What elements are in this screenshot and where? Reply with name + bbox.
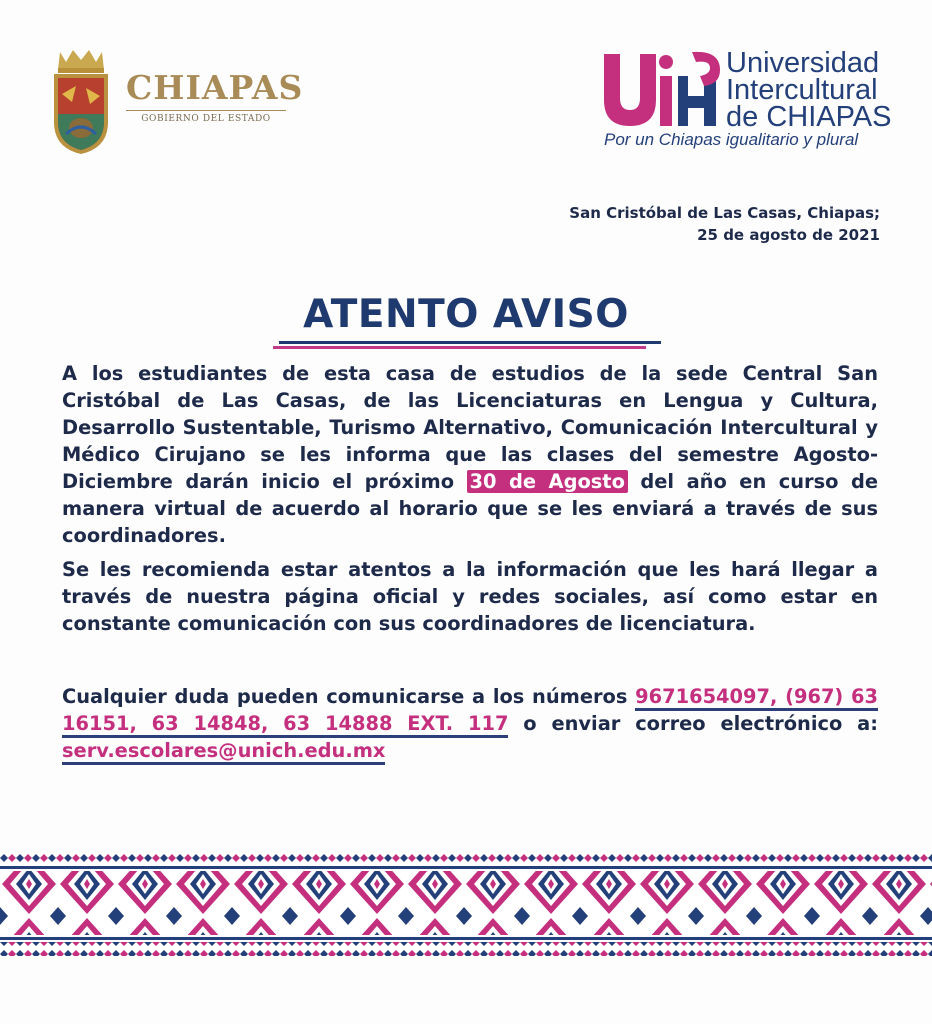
email-link[interactable]: serv.escolares@unich.edu.mx (62, 739, 385, 765)
place-and-date (569, 202, 880, 246)
place-text: San Cristóbal de Las Casas, Chiapas; (569, 204, 880, 222)
title-underline-pink (273, 346, 646, 349)
notice-title: ATENTO AVISO (303, 292, 629, 337)
unich-logo-tagline: Por un Chiapas igualitario y plural (604, 130, 859, 149)
contact-paragraph (62, 683, 878, 764)
paragraph-1-text: A los estudiantes de esta casa de estudios de la sede Central San Cristóbal de Las Casas, de las Licenciaturas en Lengua y Cultura, Desarrollo Sustentable, Turismo Alternativo, Comunicación Intercultural y Médico Cirujano se les informa que las clases del semestre Agosto-Diciembre darán inicio el próximo (62, 362, 878, 493)
phone-numbers-link[interactable]: 9671654097, (967) 63 16151, 63 14848, 63 14888 EXT. 117 (62, 685, 878, 738)
chiapas-coat-of-arms-icon (46, 44, 116, 156)
unich-logo-line-2: Intercultural (726, 74, 878, 106)
notice-paragraph-1 (62, 360, 878, 549)
date-text: 25 de agosto de 2021 (697, 226, 880, 244)
unich-logo-line-1: Universidad (726, 47, 880, 79)
unich-logo (604, 47, 894, 160)
contact-intro-text: Cualquier duda pueden comunicarse a los números (62, 685, 636, 708)
unich-logo-mark-icon (604, 50, 722, 128)
chiapas-government-logo (46, 44, 303, 156)
textile-pattern-border (0, 852, 932, 956)
chiapas-logo-divider (126, 110, 286, 111)
chiapas-logo-subtitle: GOBIERNO DEL ESTADO (141, 114, 271, 124)
paragraph-1-text-end: del año en curso de manera virtual de acuerdo al horario que se les enviará a través de sus coordinadores. (62, 470, 878, 547)
unich-logo-line-3: de CHIAPAS (726, 101, 892, 133)
notice-paragraph-2: Se les recomienda estar atentos a la información que les hará llegar a través de nuestra página oficial y redes sociales, así como estar en constante comunicación con sus coordinadores de licenciatura. (62, 558, 878, 635)
chiapas-logo-name: CHIAPAS (126, 68, 304, 107)
contact-middle-text: o enviar correo electrónico a: (508, 712, 878, 735)
start-date-highlight: 30 de Agosto (467, 470, 628, 493)
title-underline-blue (279, 341, 661, 344)
